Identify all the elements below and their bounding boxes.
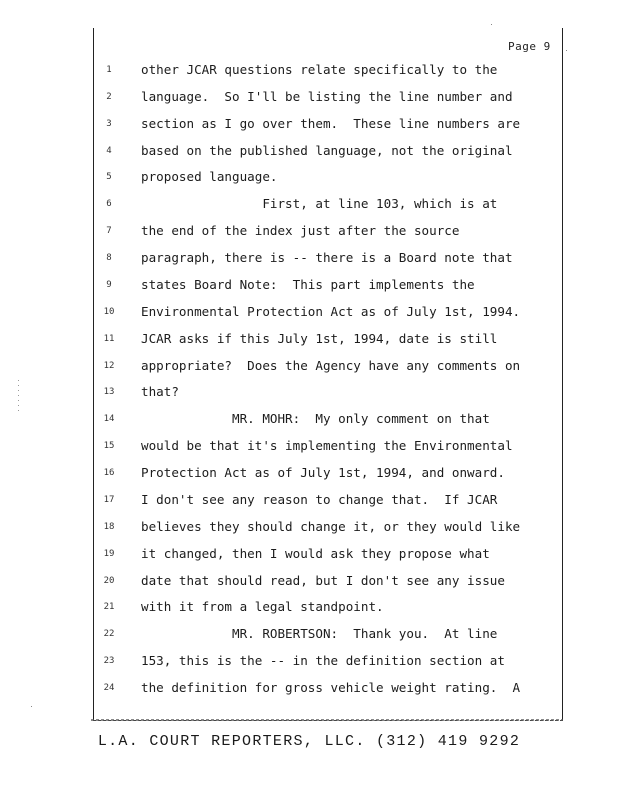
transcript-line: the end of the index just after the source (141, 223, 460, 238)
line-number: 7 (106, 226, 112, 236)
line-number: 4 (106, 146, 112, 156)
transcript-line: states Board Note: This part implements the (141, 277, 475, 292)
transcript-line: it changed, then I would ask they propose what (141, 546, 490, 561)
scan-speck (566, 50, 567, 51)
line-number: 9 (106, 280, 112, 290)
line-number: 22 (103, 629, 115, 639)
transcript-line: based on the published language, not the original (141, 143, 513, 158)
line-number: 21 (103, 602, 115, 612)
line-number: 13 (103, 387, 115, 397)
line-number: 8 (106, 253, 112, 263)
transcript-line: Environmental Protection Act as of July 1st, 1994. (141, 304, 521, 319)
line-number: 1 (106, 65, 112, 75)
line-number: 23 (103, 656, 115, 666)
transcript-frame (93, 28, 563, 721)
page-number: Page 9 (508, 40, 551, 53)
transcript-line: 153, this is the -- in the definition section at (141, 653, 505, 668)
line-number: 24 (103, 683, 115, 693)
scan-margin-marks (18, 380, 19, 414)
line-number: 2 (106, 92, 112, 102)
transcript-line: JCAR asks if this July 1st, 1994, date is still (141, 331, 498, 346)
transcript-line: First, at line 103, which is at (141, 196, 498, 211)
line-number: 11 (103, 334, 115, 344)
line-number: 20 (103, 576, 115, 586)
transcript-line: language. So I'll be listing the line number and (141, 89, 513, 104)
line-number: 14 (103, 414, 115, 424)
transcript-line: I don't see any reason to change that. If JCAR (141, 492, 498, 507)
line-number: 12 (103, 361, 115, 371)
transcript-line: with it from a legal standpoint. (141, 599, 384, 614)
line-number: 5 (106, 172, 112, 182)
transcript-line: MR. ROBERTSON: Thank you. At line (141, 626, 498, 641)
transcript-line: MR. MOHR: My only comment on that (141, 411, 490, 426)
line-number: 18 (103, 522, 115, 532)
line-number: 19 (103, 549, 115, 559)
scan-speck (31, 706, 32, 707)
line-number: 10 (103, 307, 115, 317)
line-number: 15 (103, 441, 115, 451)
transcript-line: believes they should change it, or they would like (141, 519, 521, 534)
line-number: 3 (106, 119, 112, 129)
transcript-line: proposed language. (141, 169, 278, 184)
transcript-line: that? (141, 384, 179, 399)
line-number: 17 (103, 495, 115, 505)
transcript-line: Protection Act as of July 1st, 1994, and onward. (141, 465, 505, 480)
transcript-line: section as I go over them. These line numbers are (141, 116, 521, 131)
line-number: 6 (106, 199, 112, 209)
transcript-line: date that should read, but I don't see any issue (141, 573, 505, 588)
transcript-line: other JCAR questions relate specifically to the (141, 62, 498, 77)
court-reporter-footer: L.A. COURT REPORTERS, LLC. (312) 419 9292 (97, 733, 521, 750)
transcript-line: appropriate? Does the Agency have any comments on (141, 358, 521, 373)
bottom-rule (91, 719, 563, 721)
transcript-line: the definition for gross vehicle weight rating. A (141, 680, 521, 695)
line-number: 16 (103, 468, 115, 478)
transcript-line: would be that it's implementing the Environmental (141, 438, 513, 453)
scan-speck (491, 24, 492, 25)
transcript-line: paragraph, there is -- there is a Board note that (141, 250, 513, 265)
